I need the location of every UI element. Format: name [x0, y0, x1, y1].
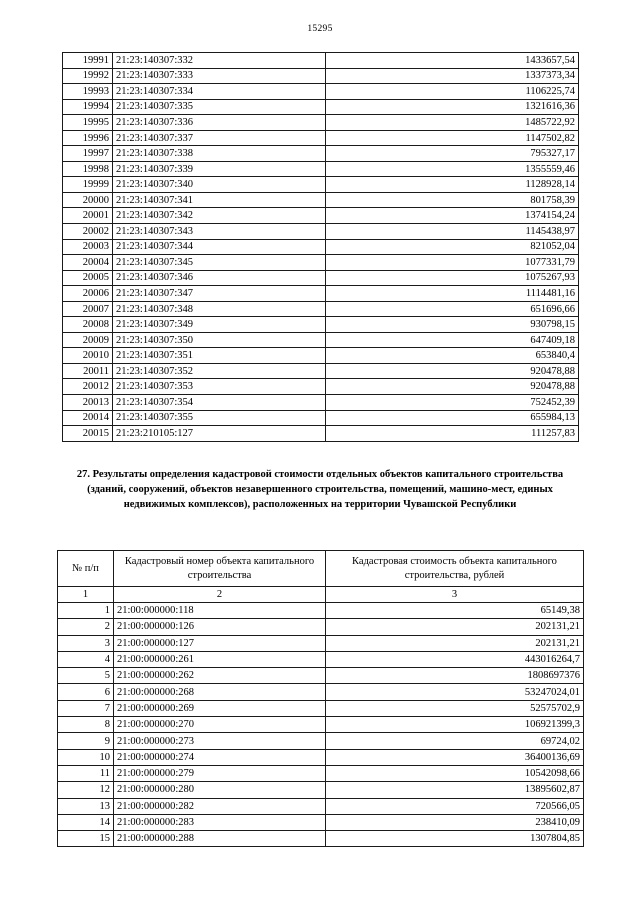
cell-cadastral-value: 651696,66: [326, 301, 579, 317]
table-row: [63, 192, 579, 208]
column-number-2: 2: [114, 587, 326, 603]
cell-index: 20002: [63, 224, 113, 240]
table-row: [63, 84, 579, 100]
table-row: [63, 270, 579, 286]
cell-index: 6: [58, 684, 114, 700]
cell-index: 20007: [63, 301, 113, 317]
table-row: [58, 603, 584, 619]
cell-cadastral-number: 21:23:140307:334: [113, 84, 326, 100]
page-number: 15295: [307, 24, 333, 34]
cell-cadastral-value: 202131,21: [326, 619, 584, 635]
cell-cadastral-number: 21:00:000000:118: [114, 603, 326, 619]
cell-cadastral-value: 111257,83: [326, 426, 579, 442]
table-header-row: [58, 551, 584, 587]
cell-index: 13: [58, 798, 114, 814]
table-row: [63, 317, 579, 333]
heading-line-2: капитального строительства (зданий, сооружений, объектов незавершенного: [87, 469, 564, 495]
table-row: [63, 363, 579, 379]
cell-cadastral-number: 21:23:140307:349: [113, 317, 326, 333]
cell-cadastral-value: 920478,88: [326, 379, 579, 395]
cell-cadastral-number: 21:23:140307:354: [113, 395, 326, 411]
table-row: [58, 798, 584, 814]
section-heading: [70, 468, 570, 513]
cell-index: 20003: [63, 239, 113, 255]
cell-cadastral-value: 52575702,9: [326, 700, 584, 716]
cell-cadastral-value: 1374154,24: [326, 208, 579, 224]
table-row: [63, 332, 579, 348]
cell-cadastral-number: 21:23:140307:333: [113, 68, 326, 84]
cell-index: 8: [58, 717, 114, 733]
table-row: [63, 379, 579, 395]
cell-cadastral-value: 1355559,46: [326, 161, 579, 177]
table-row: [63, 130, 579, 146]
cell-index: 19994: [63, 99, 113, 115]
cell-index: 20006: [63, 286, 113, 302]
cell-cadastral-number: 21:00:000000:261: [114, 651, 326, 667]
table-row: [58, 765, 584, 781]
table-row: [63, 161, 579, 177]
table-row: [63, 208, 579, 224]
cell-cadastral-number: 21:23:140307:338: [113, 146, 326, 162]
header-cell-index: № п/п: [58, 551, 114, 587]
cell-cadastral-number: 21:00:000000:282: [114, 798, 326, 814]
cell-index: 19996: [63, 130, 113, 146]
cell-cadastral-value: 653840,4: [326, 348, 579, 364]
cell-cadastral-number: 21:23:140307:350: [113, 332, 326, 348]
cell-cadastral-number: 21:00:000000:269: [114, 700, 326, 716]
cell-cadastral-number: 21:00:000000:127: [114, 635, 326, 651]
cell-index: 19995: [63, 115, 113, 131]
table-row: [63, 115, 579, 131]
cell-cadastral-value: 53247024,01: [326, 684, 584, 700]
cell-index: 19991: [63, 53, 113, 69]
cell-index: 7: [58, 700, 114, 716]
cell-cadastral-number: 21:00:000000:126: [114, 619, 326, 635]
table-row: [58, 717, 584, 733]
cell-cadastral-value: 1433657,54: [326, 53, 579, 69]
table-row: [58, 651, 584, 667]
cell-cadastral-value: 1077331,79: [326, 255, 579, 271]
header-cell-cadastral-number: Кадастровый номер объекта капитального строительства: [114, 551, 326, 587]
table-row: [63, 286, 579, 302]
table-row: [58, 619, 584, 635]
cell-index: 20014: [63, 410, 113, 426]
table-row: [58, 684, 584, 700]
heading-line-4: расположенных на территории Чувашской Республики: [252, 498, 517, 510]
cell-index: 20012: [63, 379, 113, 395]
table-row: [58, 831, 584, 847]
cell-cadastral-number: 21:23:140307:344: [113, 239, 326, 255]
column-number-1: 1: [58, 587, 114, 603]
table-row: [63, 99, 579, 115]
cell-index: 20011: [63, 363, 113, 379]
cell-cadastral-value: 1808697376: [326, 668, 584, 684]
cell-cadastral-value: 752452,39: [326, 395, 579, 411]
cell-cadastral-number: 21:23:140307:352: [113, 363, 326, 379]
cell-index: 20015: [63, 426, 113, 442]
cell-index: 19993: [63, 84, 113, 100]
cell-index: 20001: [63, 208, 113, 224]
cell-cadastral-number: 21:00:000000:283: [114, 814, 326, 830]
cell-cadastral-number: 21:00:000000:262: [114, 668, 326, 684]
cell-index: 20000: [63, 192, 113, 208]
cell-cadastral-value: 1145438,97: [326, 224, 579, 240]
table-row: [63, 348, 579, 364]
cell-cadastral-number: 21:00:000000:288: [114, 831, 326, 847]
cell-index: 3: [58, 635, 114, 651]
cell-cadastral-value: 1128928,14: [326, 177, 579, 193]
table-row: [58, 782, 584, 798]
cell-cadastral-number: 21:23:140307:342: [113, 208, 326, 224]
cell-cadastral-value: 1321616,36: [326, 99, 579, 115]
cell-cadastral-value: 1337373,34: [326, 68, 579, 84]
cell-cadastral-number: 21:23:140307:351: [113, 348, 326, 364]
cell-index: 12: [58, 782, 114, 798]
objects-table-body: [58, 603, 584, 847]
header-cell-cadastral-value: Кадастровая стоимость объекта капитального строительства, рублей: [326, 551, 584, 587]
cell-cadastral-number: 21:23:140307:343: [113, 224, 326, 240]
cell-index: 19998: [63, 161, 113, 177]
cell-index: 4: [58, 651, 114, 667]
cell-cadastral-value: 69724,02: [326, 733, 584, 749]
cell-cadastral-number: 21:23:140307:341: [113, 192, 326, 208]
column-number-3: 3: [326, 587, 584, 603]
cell-index: 20005: [63, 270, 113, 286]
cell-index: 19992: [63, 68, 113, 84]
cell-cadastral-number: 21:00:000000:279: [114, 765, 326, 781]
table-row: [63, 410, 579, 426]
table-row: [58, 635, 584, 651]
cell-cadastral-number: 21:23:140307:353: [113, 379, 326, 395]
table-row: [63, 395, 579, 411]
cell-index: 10: [58, 749, 114, 765]
capital-construction-objects-table: [57, 550, 584, 847]
cell-cadastral-number: 21:23:140307:348: [113, 301, 326, 317]
cell-cadastral-value: 238410,09: [326, 814, 584, 830]
cell-cadastral-number: 21:23:140307:332: [113, 53, 326, 69]
cell-cadastral-value: 1307804,85: [326, 831, 584, 847]
cell-index: 5: [58, 668, 114, 684]
cell-index: 20013: [63, 395, 113, 411]
table-row: [63, 177, 579, 193]
table-row: [58, 814, 584, 830]
table-row: [63, 224, 579, 240]
continuation-table-body: [63, 53, 579, 442]
table-column-number-row: [58, 587, 584, 603]
table-row: [63, 53, 579, 69]
cell-index: 20010: [63, 348, 113, 364]
cell-cadastral-number: 21:23:140307:335: [113, 99, 326, 115]
table-row: [63, 146, 579, 162]
cell-index: 19997: [63, 146, 113, 162]
cell-cadastral-value: 647409,18: [326, 332, 579, 348]
cell-cadastral-number: 21:23:210105:127: [113, 426, 326, 442]
cell-cadastral-value: 13895602,87: [326, 782, 584, 798]
table-row: [63, 301, 579, 317]
table-row: [63, 68, 579, 84]
cell-cadastral-number: 21:23:140307:346: [113, 270, 326, 286]
cell-cadastral-value: 1147502,82: [326, 130, 579, 146]
cell-cadastral-value: 65149,38: [326, 603, 584, 619]
cell-index: 2: [58, 619, 114, 635]
cell-index: 19999: [63, 177, 113, 193]
cell-cadastral-value: 1114481,16: [326, 286, 579, 302]
cell-index: 1: [58, 603, 114, 619]
cell-cadastral-number: 21:00:000000:280: [114, 782, 326, 798]
cell-cadastral-number: 21:00:000000:268: [114, 684, 326, 700]
cell-cadastral-value: 821052,04: [326, 239, 579, 255]
cell-cadastral-value: 202131,21: [326, 635, 584, 651]
cell-cadastral-value: 655984,13: [326, 410, 579, 426]
cell-cadastral-number: 21:23:140307:345: [113, 255, 326, 271]
cell-cadastral-value: 1075267,93: [326, 270, 579, 286]
cell-cadastral-number: 21:00:000000:273: [114, 733, 326, 749]
cadastral-continuation-table: [62, 52, 579, 442]
table-row: [58, 733, 584, 749]
heading-line-3: строительства, помещений, машино-мест, единых недвижимых комплексов),: [123, 483, 553, 510]
cell-cadastral-number: 21:23:140307:336: [113, 115, 326, 131]
cell-cadastral-value: 720566,05: [326, 798, 584, 814]
cell-cadastral-value: 795327,17: [326, 146, 579, 162]
cell-cadastral-value: 443016264,7: [326, 651, 584, 667]
table-row: [58, 668, 584, 684]
cell-cadastral-number: 21:23:140307:337: [113, 130, 326, 146]
table-row: [63, 255, 579, 271]
cell-cadastral-number: 21:23:140307:355: [113, 410, 326, 426]
cell-cadastral-value: 106921399,3: [326, 717, 584, 733]
table-row: [58, 749, 584, 765]
cell-cadastral-value: 801758,39: [326, 192, 579, 208]
cell-cadastral-number: 21:23:140307:339: [113, 161, 326, 177]
cell-index: 15: [58, 831, 114, 847]
cell-cadastral-number: 21:00:000000:274: [114, 749, 326, 765]
cell-index: 11: [58, 765, 114, 781]
table-row: [63, 426, 579, 442]
cell-cadastral-value: 1485722,92: [326, 115, 579, 131]
cell-index: 20004: [63, 255, 113, 271]
heading-line-1: 27. Результаты определения кадастровой стоимости отдельных объектов: [76, 469, 423, 480]
cell-cadastral-value: 930798,15: [326, 317, 579, 333]
cell-cadastral-number: 21:23:140307:347: [113, 286, 326, 302]
cell-cadastral-number: 21:23:140307:340: [113, 177, 326, 193]
cell-cadastral-value: 10542098,66: [326, 765, 584, 781]
cell-cadastral-value: 920478,88: [326, 363, 579, 379]
cell-index: 14: [58, 814, 114, 830]
cell-cadastral-value: 36400136,69: [326, 749, 584, 765]
cell-index: 9: [58, 733, 114, 749]
cell-cadastral-value: 1106225,74: [326, 84, 579, 100]
cell-index: 20009: [63, 332, 113, 348]
table-row: [58, 700, 584, 716]
cell-cadastral-number: 21:00:000000:270: [114, 717, 326, 733]
cell-index: 20008: [63, 317, 113, 333]
table-row: [63, 239, 579, 255]
